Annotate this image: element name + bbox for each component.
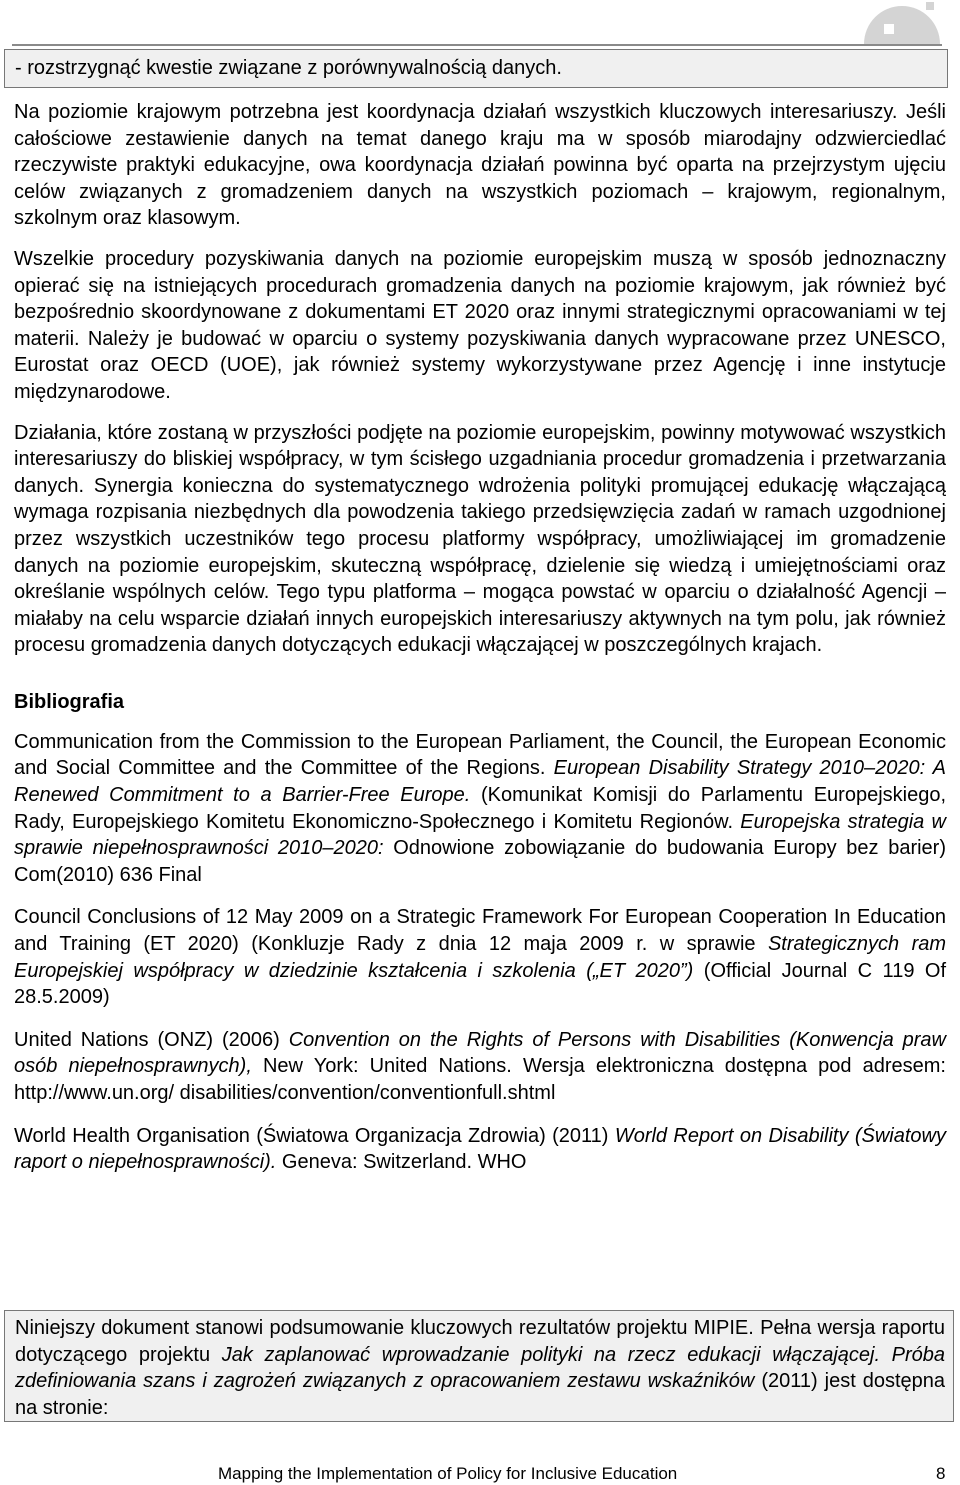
paragraph-2: Wszelkie procedury pozyskiwania danych na poziomie europejskim muszą w sposób jednoznaczny opierać się na istniejących procedurach gromadzenia danych na poziomie krajowym, jak również być bezpośrednio skoordynowane z dokumentami ET 2020 oraz innymi strategicznymi opracowaniami w tej materii. Należy je budować w oparciu o systemy pozyskiwania danych wypracowane przez UNESCO, Eurostat oraz OECD (UOE), jak również systemy wykorzystywane przez Agencję i inne instytucje międzynarodowe.: [14, 247, 946, 403]
bibliography-entry-4: World Health Organisation (Światowa Organizacja Zdrowia) (2011) World Report on Disability (Światowy raport o niepełnosprawności). Geneva: Switzerland. WHO: [14, 1124, 946, 1174]
paragraph-3: Działania, które zostaną w przyszłości podjęte na poziomie europejskim, powinny motywować wszystkich interesariuszy do bliskiej współpracy, w tym ścisłego uzgadniania procedur gromadzenia i przetwarzania danych. Synergia konieczna do systematycznego wdrożenia polityki promującej edukację włączającą wymaga rozpisania niezbędnych dla powodzenia takiego przedsięwzięcia zadań w ramach uzgodnionej przez wszystkich uczestników tego procesu platformy współpracy, umożliwiającej im gromadzenie danych na poziomie europejskim, skuteczną współpracę, dzielenie się wiedzą i umiejętnościami oraz określanie wspólnych celów. Tego typu platforma – mogąca powstać w oparciu o działalność Agencji – miałaby na celu wsparcie działań innych europejskich interesariuszy aktywnych na tym polu, jak również procesu gromadzenia danych dotyczących edukacji włączającej w poszczególnych krajach.: [14, 421, 946, 657]
bibliography-entry-1: Communication from the Commission to the European Parliament, the Council, the European Economic and Social Committee and the Committee of the Regions. European Disability Strategy 2010–2020: A Renewed Commitment to a Barrier-Free Europe. (Komunikat Komisji do Parlamentu Europejskiego, Rady, Europejskiego Komitetu Ekonomiczno-Społecznego i Komitetu Regionów. Europejska strategia w sprawie niepełnosprawności 2010–2020: Odnowione zobowiązanie do budowania Europy bez barier) Com(2010) 636 Final: [14, 730, 947, 886]
footer-title: Mapping the Implementation of Policy for Inclusive Education: [218, 1464, 678, 1483]
page-number: 8: [936, 1464, 946, 1483]
bibliography-heading: Bibliografia: [14, 690, 125, 713]
header-rule: [12, 44, 942, 46]
top-note-box: [4, 49, 948, 88]
paragraph-1: Na poziomie krajowym potrzebna jest koordynacja działań wszystkich kluczowych interesariuszy. Jeśli całościowe zestawienie danych na temat danego kraju ma w sposób miarodajny odzwierciedlać rzeczywiste praktyki edukacyjne, owa koordynacja działań powinna być oparta na przejrzystym ujęciu celów związanych z gromadzeniem danych na wszystkich poziomach – krajowym, regionalnym, szkolnym oraz klasowym.: [14, 101, 946, 230]
main-content: [14, 99, 946, 1192]
top-note-text: - rozstrzygnąć kwestie związane z porównywalnością danych.: [15, 57, 562, 79]
project-logo-icon: [860, 0, 944, 44]
summary-note-box: Niniejszy dokument stanowi podsumowanie kluczowych rezultatów projektu MIPIE. Pełna wersja raportu dotyczącego projektu Jak zaplanować wprowadzanie polityki na rzecz edukacji włączającej. Próba zdefiniowania szans i zagrożeń związanych z opracowaniem zestawu wskaźników (2011) jest dostępna na stronie:: [4, 1310, 954, 1422]
bibliography-entry-2: Council Conclusions of 12 May 2009 on a Strategic Framework For European Cooperation In Education and Training (ET 2020) (Konkluzje Rady z dnia 12 maja 2009 r. w sprawie Strategicznych ram Europejskiej współpracy w dziedzinie kształcenia i szkolenia („ET 2020”) (Official Journal C 119 Of 28.5.2009): [14, 906, 947, 1009]
bibliography-entry-3: United Nations (ONZ) (2006) Convention on the Rights of Persons with Disabilities (Konwencja praw osób niepełnosprawnych), New York: United Nations. Wersja elektroniczna dostępna pod adresem: http://www.un.org/ disabilities/convention/conventionfull.shtml: [14, 1028, 947, 1104]
